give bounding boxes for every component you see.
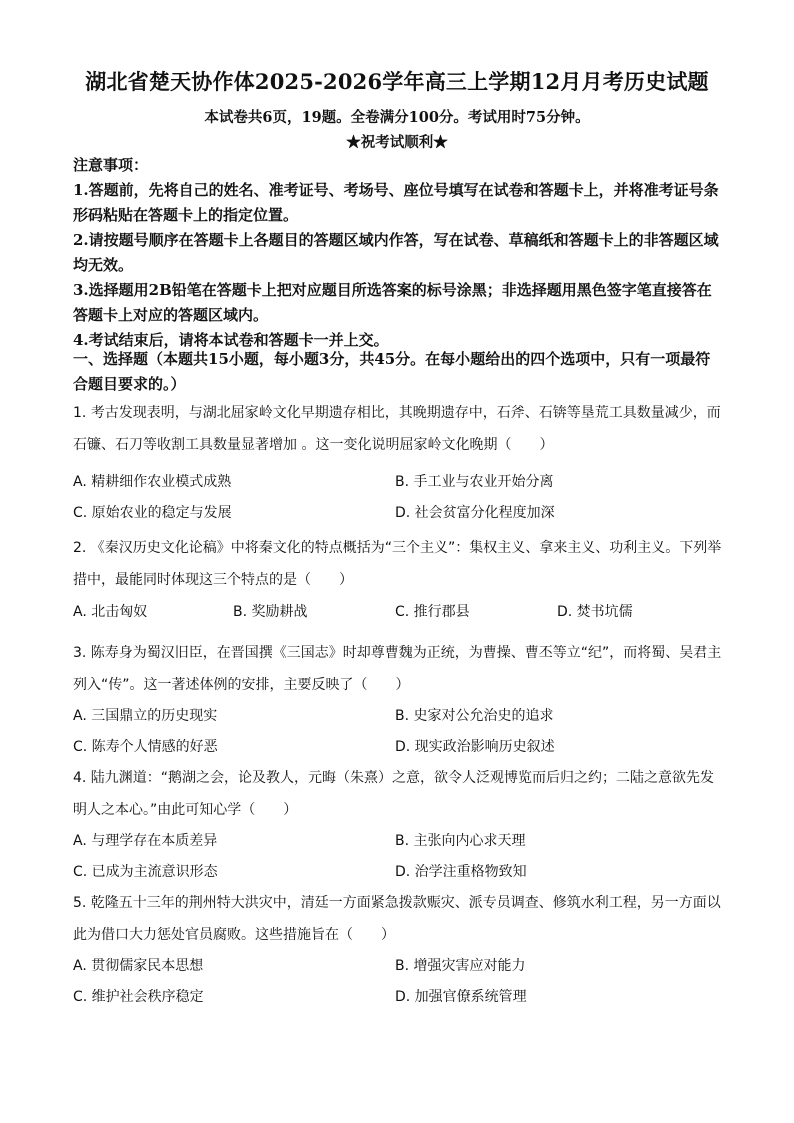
exam-subtitle: 本试卷共6页，19题。全卷满分100分。考试用时75分钟。	[204, 109, 590, 126]
option-a: A. 北击匈奴	[73, 604, 148, 620]
question-options	[73, 597, 725, 628]
question-options	[73, 951, 725, 1013]
option-c: C. 陈寿个人情感的好恶	[73, 739, 218, 755]
option-b: B. 史家对公允治史的追求	[395, 708, 554, 724]
section-heading: 一、选择题（本题共15小题，每小题3分，共45分。在每小题给出的四个选项中，只有一项最符合题目要求的。）	[73, 350, 711, 393]
notice-item: 1.答题前，先将自己的姓名、准考证号、考场号、座位号填写在试卷和答题卡上，并将准考证号条形码粘贴在答题卡上的指定位置。	[73, 181, 719, 224]
notice-item: 4.考试结束后，请将本试卷和答题卡一并上交。	[73, 331, 389, 349]
notice-item: 3.选择题用2B铅笔在答题卡上把对应题目所选答案的标号涂黑；非选择题用黑色签字笔直接答在答题卡上对应的答题区域内。	[73, 281, 712, 324]
exam-blessing: ★祝考试顺利★	[346, 134, 448, 151]
question-options	[73, 701, 725, 763]
question-4	[73, 763, 725, 888]
option-a: A. 精耕细作农业模式成熟	[73, 474, 232, 490]
option-d: D. 治学注重格物致知	[395, 864, 527, 880]
question-stem: 4. 陆九渊道：“鹅湖之会，论及教人，元晦（朱熹）之意，欲令人泛观博览而后归之约；二陆之意欲先发明人之本心。”由此可知心学（ ）	[73, 770, 715, 818]
option-d: D. 加强官僚系统管理	[395, 989, 527, 1005]
option-a: A. 三国鼎立的历史现实	[73, 708, 218, 724]
question-3	[73, 638, 725, 763]
option-c: C. 已成为主流意识形态	[73, 864, 218, 880]
option-c: C. 推行郡县	[395, 604, 470, 620]
option-b: B. 主张向内心求天理	[395, 833, 526, 849]
exam-title: 湖北省楚天协作体2025-2026学年高三上学期12月月考历史试题	[85, 69, 709, 94]
question-options	[73, 826, 725, 888]
question-stem: 2. 《秦汉历史文化论稿》中将秦文化的特点概括为“三个主义”：集权主义、拿来主义、功利主义。下列举措中，最能同时体现这三个特点的是（ ）	[73, 540, 722, 588]
notice-heading: 注意事项：	[73, 156, 149, 174]
question-stem: 1. 考古发现表明，与湖北屈家岭文化早期遗存相比，其晚期遗存中，石斧、石锛等垦荒工具数量减少，而石镰、石刀等收割工具数量显著增加 。这一变化说明屈家岭文化晚期（ ）	[73, 405, 721, 453]
option-b: B. 奖励耕战	[233, 604, 308, 620]
option-c: C. 维护社会秩序稳定	[73, 989, 204, 1005]
question-2	[73, 533, 725, 628]
question-stem: 5. 乾隆五十三年的荆州特大洪灾中，清廷一方面紧急拨款赈灾、派专员调查、修筑水利工程，另一方面以此为借口大力惩处官员腐败。这些措施旨在（ ）	[73, 895, 721, 943]
option-a: A. 与理学存在本质差异	[73, 833, 218, 849]
notice-block	[73, 153, 723, 353]
question-stem: 3. 陈寿身为蜀汉旧臣，在晋国撰《三国志》时却尊曹魏为正统，为曹操、曹丕等立“纪”，而将蜀、吴君主列入“传”。这一著述体例的安排，主要反映了（ ）	[73, 645, 722, 693]
option-b: B. 增强灾害应对能力	[395, 958, 526, 974]
option-a: A. 贯彻儒家民本思想	[73, 958, 204, 974]
question-5	[73, 888, 725, 1013]
question-1	[73, 398, 725, 529]
notice-item: 2.请按题号顺序在答题卡上各题目的答题区域内作答，写在试卷、草稿纸和答题卡上的非答题区域均无效。	[73, 231, 719, 274]
question-options	[73, 467, 725, 529]
option-d: D. 社会贫富分化程度加深	[395, 505, 555, 521]
option-d: D. 现实政治影响历史叙述	[395, 739, 555, 755]
option-b: B. 手工业与农业开始分离	[395, 474, 554, 490]
option-c: C. 原始农业的稳定与发展	[73, 505, 232, 521]
option-d: D. 焚书坑儒	[557, 604, 633, 620]
